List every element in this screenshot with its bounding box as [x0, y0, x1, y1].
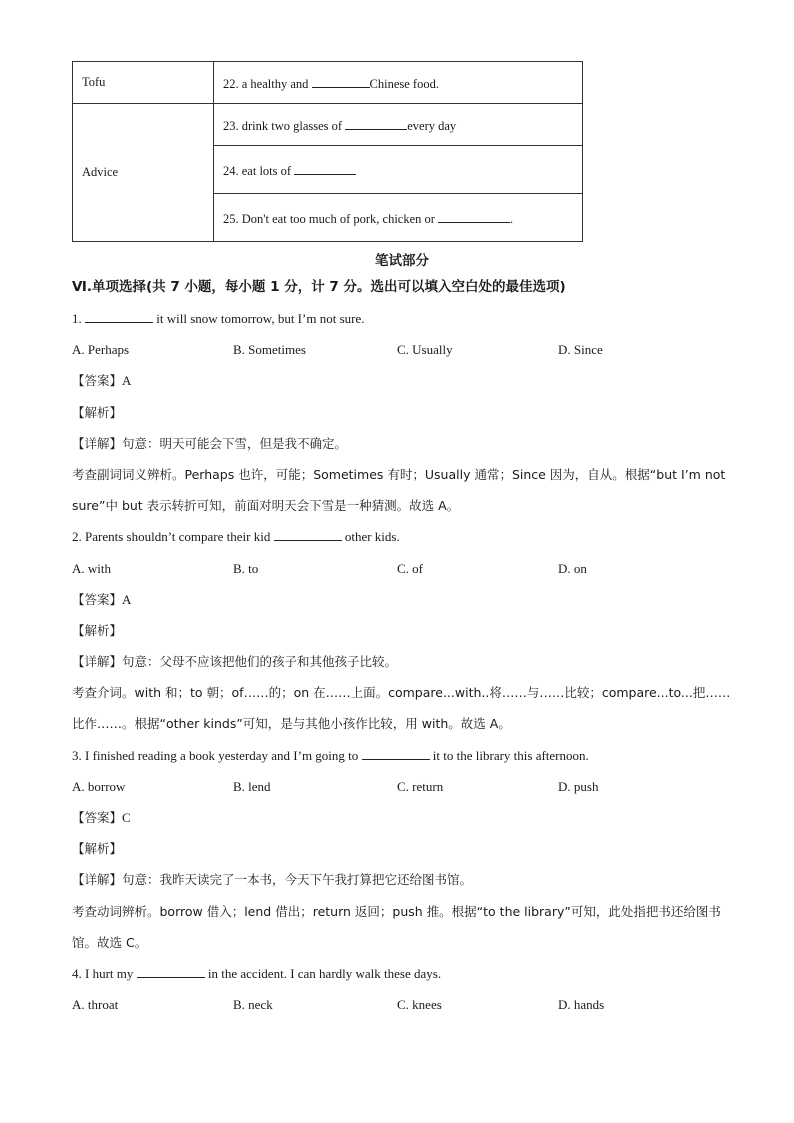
options-row — [72, 553, 732, 584]
question-stem: 3. I finished reading a book yesterday and I’m going to it to the library this afternoon. — [72, 747, 589, 763]
answer-blank[interactable] — [274, 527, 342, 541]
option-b[interactable]: B. lend — [233, 778, 271, 794]
table-label-advice: Advice — [73, 104, 214, 242]
blank-23[interactable] — [345, 116, 407, 130]
question-stem: 2. Parents shouldn’t compare their kid other kids. — [72, 529, 400, 545]
explanation-text: 考查动词辨析。borrow 借入；lend 借出；return 返回；push 推。根据“to the library”可知，此处指把书还给图书馆。故选 C。 — [72, 903, 721, 950]
table-row — [73, 62, 583, 104]
answer-line: 【答案】C — [72, 810, 131, 826]
table-cell: 24. eat lots of — [214, 146, 583, 194]
explanation-text: 考查副词词义辨析。Perhaps 也许，可能；Sometimes 有时；Usually 通常；Since 因为，自从。根据“but I’m not sure”中 but 表示转折可知，前面对明天会下雪是一种猜测。故选 A。 — [72, 466, 726, 514]
option-b[interactable]: B. neck — [233, 997, 273, 1013]
table-cell: 25. Don't eat too much of pork, chicken or . — [214, 194, 583, 242]
option-d[interactable]: D. on — [558, 560, 587, 576]
option-c[interactable]: C. of — [397, 560, 423, 576]
question-stem: 4. I hurt my in the accident. I can hardly walk these days. — [72, 966, 442, 982]
answer-value: C — [122, 810, 131, 826]
explanation-text: 考查介词。with 和；to 朝；of……的；on 在……上面。compare...with..将……与……比较；compare...to...把……比作……。根据“other kinds”可知，是与其他小孩作比较，用 with。故选 A。 — [72, 685, 731, 732]
answer-value: A — [122, 591, 132, 607]
question-stem: 1. it will snow tomorrow, but I’m not sure. — [72, 311, 365, 326]
option-c[interactable]: C. return — [397, 778, 444, 794]
listening-notes-table — [72, 61, 583, 242]
part-heading: Ⅵ.单项选择(共 7 小题，每小题 1 分，计 7 分。选出可以填入空白处的最佳选项) — [72, 279, 566, 295]
options-row — [72, 771, 732, 802]
options-row — [72, 334, 732, 365]
section-title: 笔试部分 — [375, 253, 429, 269]
answer-line: 【答案】A — [72, 373, 132, 389]
blank-24[interactable] — [294, 161, 356, 175]
detail-line: 【详解】句意：我昨天读完了一本书，今天下午我打算把它还给图书馆。 — [72, 872, 473, 888]
answer-blank[interactable] — [362, 746, 430, 760]
option-b[interactable]: B. to — [233, 560, 259, 576]
answer-blank[interactable] — [85, 309, 153, 323]
options-row — [72, 989, 732, 1020]
option-a[interactable]: A. throat — [72, 997, 119, 1013]
option-d[interactable]: D. Since — [558, 342, 603, 358]
option-d[interactable]: D. push — [558, 778, 599, 794]
answer-blank[interactable] — [137, 964, 205, 978]
detail-line: 【详解】句意：明天可能会下雪，但是我不确定。 — [72, 435, 348, 451]
blank-22[interactable] — [312, 74, 370, 88]
analysis-label: 【解析】 — [72, 404, 123, 420]
answer-line: 【答案】A — [72, 591, 132, 607]
detail-line: 【详解】句意：父母不应该把他们的孩子和其他孩子比较。 — [72, 654, 398, 670]
analysis-label: 【解析】 — [72, 841, 123, 857]
option-c[interactable]: C. Usually — [397, 342, 453, 358]
table-cell: 22. a healthy and Chinese food. — [214, 62, 583, 104]
analysis-label: 【解析】 — [72, 622, 123, 638]
option-c[interactable]: C. knees — [397, 997, 442, 1013]
option-a[interactable]: A. Perhaps — [72, 342, 130, 358]
option-d[interactable]: D. hands — [558, 997, 605, 1013]
option-a[interactable]: A. borrow — [72, 778, 126, 794]
option-b[interactable]: B. Sometimes — [233, 342, 306, 358]
blank-25[interactable] — [438, 209, 510, 223]
table-cell: 23. drink two glasses of every day — [214, 104, 583, 146]
table-label-tofu: Tofu — [73, 62, 214, 104]
option-a[interactable]: A. with — [72, 560, 111, 576]
table-row — [73, 104, 583, 146]
answer-value: A — [122, 373, 132, 389]
document-page — [72, 61, 732, 1020]
